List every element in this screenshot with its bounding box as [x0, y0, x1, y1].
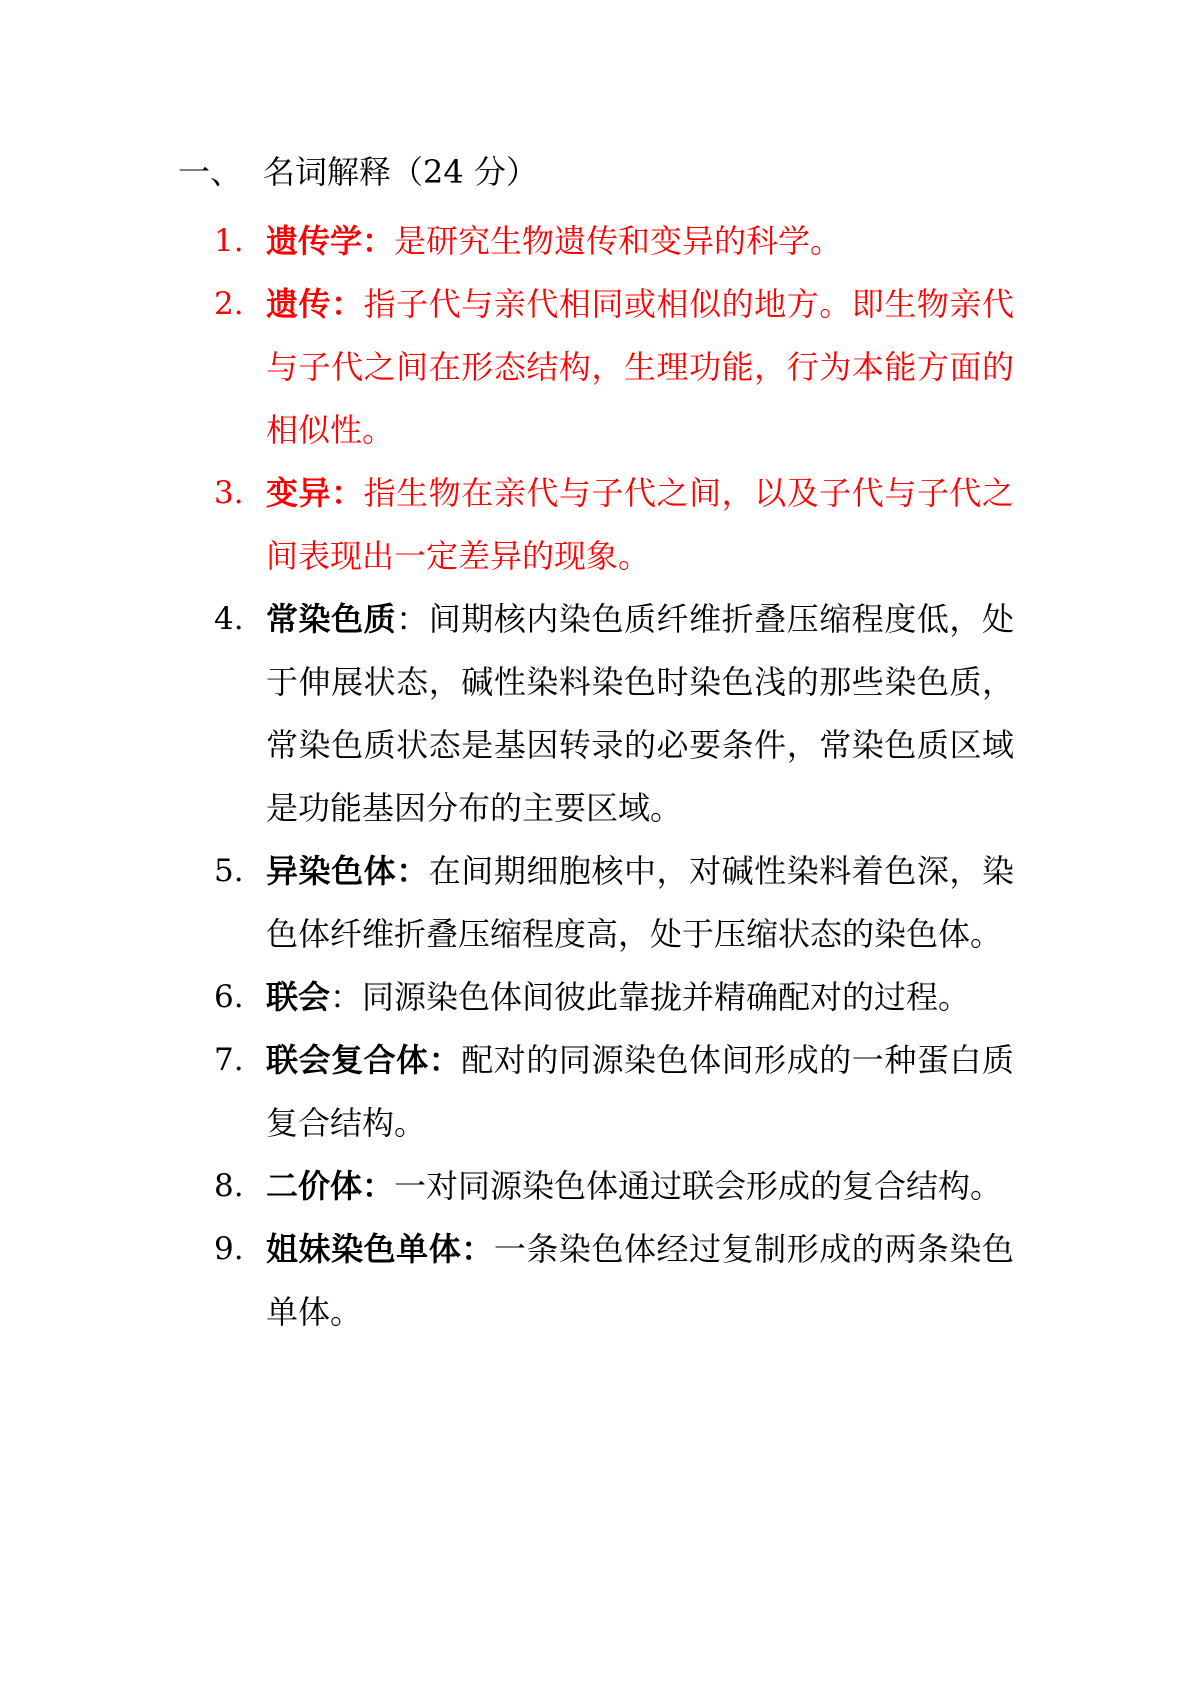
definition-item — [214, 1029, 1014, 1155]
item-term: 姐妹染色单体 — [266, 1230, 462, 1268]
item-separator: ： — [396, 600, 429, 638]
item-number: 1. — [214, 223, 244, 259]
section-number: 一、 — [178, 153, 243, 191]
item-number: 9. — [214, 1231, 244, 1267]
item-body — [266, 1155, 1014, 1218]
item-term: 遗传学 — [266, 222, 363, 260]
item-definition: 一对同源染色体通过联会形成的复合结构。 — [394, 1167, 1003, 1205]
definition-item — [214, 840, 1014, 966]
definition-item — [214, 462, 1014, 588]
item-separator: ： — [331, 474, 364, 512]
item-definition: 指生物在亲代与子代之间，以及子代与子代之间表现出一定差异的现象。 — [266, 474, 1014, 575]
item-number: 2. — [214, 286, 244, 322]
item-definition: 一条染色体经过复制形成的两条染色单体。 — [266, 1230, 1014, 1331]
definition-item — [214, 1218, 1014, 1344]
item-separator: ： — [461, 1230, 494, 1268]
item-body — [266, 462, 1014, 588]
item-body — [266, 966, 1014, 1029]
item-body — [266, 210, 1014, 273]
item-definition: 在间期细胞核中，对碱性染料着色深，染色体纤维折叠压缩程度高，处于压缩状态的染色体。 — [266, 852, 1014, 953]
item-separator: ： — [396, 852, 429, 890]
item-term: 变异 — [266, 474, 332, 512]
item-definition: 同源染色体间彼此靠拢并精确配对的过程。 — [362, 978, 971, 1016]
item-term: 联会复合体 — [266, 1041, 429, 1079]
item-number: 6. — [214, 979, 244, 1015]
item-definition: 间期核内染色质纤维折叠压缩程度低，处于伸展状态，碱性染料染色时染色浅的那些染色质，常染色质状态是基因转录的必要条件，常染色质区域是功能基因分布的主要区域。 — [266, 600, 1014, 827]
item-term: 常染色质 — [266, 600, 397, 638]
item-separator: ： — [428, 1041, 462, 1079]
item-separator: ： — [330, 978, 363, 1016]
item-number: 3. — [214, 475, 244, 511]
section-title: 名词解释（24 分） — [263, 153, 538, 191]
section-heading — [178, 150, 538, 194]
item-body — [266, 273, 1014, 462]
item-body — [266, 1029, 1014, 1155]
item-definition: 是研究生物遗传和变异的科学。 — [394, 222, 843, 260]
item-separator: ： — [362, 222, 395, 260]
definition-list — [214, 210, 1014, 1344]
definition-item — [214, 966, 1014, 1029]
item-term: 联会 — [266, 978, 331, 1016]
item-definition: 配对的同源染色体间形成的一种蛋白质复合结构。 — [266, 1041, 1014, 1142]
item-definition: 指子代与亲代相同或相似的地方。即生物亲代与子代之间在形态结构，生理功能，行为本能方面的相似性。 — [266, 285, 1014, 449]
definition-item — [214, 210, 1014, 273]
item-number: 8. — [214, 1168, 244, 1204]
item-term: 二价体 — [266, 1167, 363, 1205]
item-body — [266, 840, 1014, 966]
definition-item — [214, 588, 1014, 840]
definition-item — [214, 273, 1014, 462]
item-term: 遗传 — [266, 285, 332, 323]
item-number: 4. — [214, 601, 244, 637]
item-separator: ： — [362, 1167, 395, 1205]
item-term: 异染色体 — [266, 852, 397, 890]
item-number: 7. — [214, 1042, 244, 1078]
definition-item — [214, 1155, 1014, 1218]
item-body — [266, 1218, 1014, 1344]
item-body — [266, 588, 1014, 840]
item-separator: ： — [331, 285, 364, 323]
item-number: 5. — [214, 853, 244, 889]
